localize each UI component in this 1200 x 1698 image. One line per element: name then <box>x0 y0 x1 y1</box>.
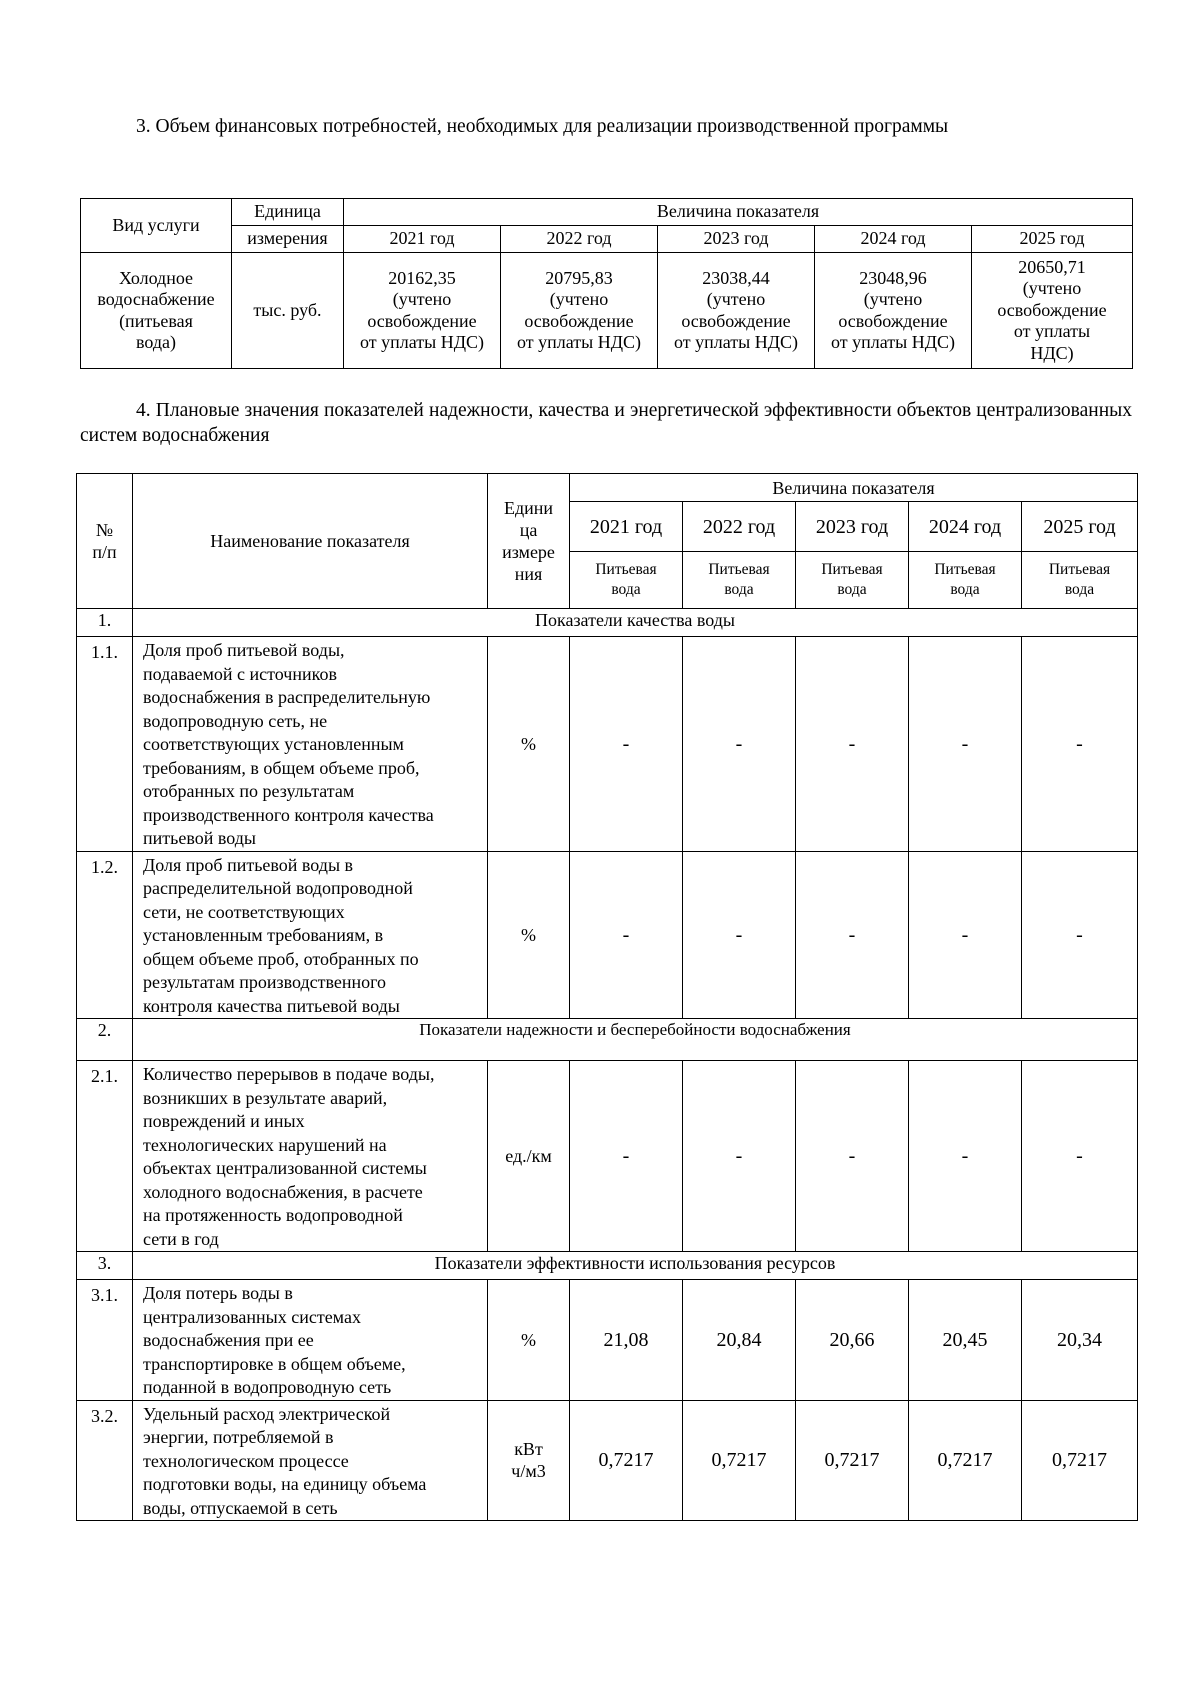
indicator-value: - <box>570 637 683 852</box>
indicator-name <box>133 637 488 852</box>
indicator-name-line: централизованных системах <box>143 1306 361 1327</box>
group-row <box>77 1019 1138 1061</box>
indicator-name-line: подаваемой с источников <box>143 663 337 684</box>
value-cell-2022 <box>501 253 658 369</box>
indicator-name-line: контроля качества питьевой воды <box>143 995 400 1016</box>
value-cell-2023 <box>658 253 815 369</box>
header-number-line: № <box>95 520 114 540</box>
header-drinking-water <box>909 552 1022 609</box>
indicator-name-line: водопроводную сеть, не <box>143 710 328 731</box>
section-3-title: Объем финансовых потребностей, необходимых для реализации производственной программы <box>155 116 949 137</box>
service-line: вода) <box>136 332 176 352</box>
header-drinking-water-line: вода <box>611 581 641 598</box>
value-cell-2025 <box>972 253 1133 369</box>
header-drinking-water-line: Питьевая <box>708 561 770 578</box>
header-number <box>77 474 133 609</box>
indicator-unit <box>488 1061 570 1252</box>
indicator-value: - <box>683 851 796 1019</box>
header-drinking-water-line: вода <box>837 581 867 598</box>
indicator-name-line: Доля проб питьевой воды, <box>143 640 345 660</box>
header-year-2025: 2025 год <box>972 226 1133 253</box>
header-indicator-name: Наименование показателя <box>133 474 488 609</box>
header-drinking-water <box>1022 552 1138 609</box>
indicator-name-line: Доля потерь воды в <box>143 1283 293 1303</box>
value-amount: 23038,44 <box>702 267 770 288</box>
header-drinking-water <box>796 552 909 609</box>
indicator-unit-line: ед./км <box>505 1146 552 1166</box>
indicator-name-line: технологическом процессе <box>143 1450 349 1471</box>
header-year-2025: 2025 год <box>1022 502 1138 552</box>
section-4-heading <box>80 398 1132 448</box>
value-amount: 20795,83 <box>545 267 613 288</box>
indicator-name-line: требованиям, в общем объеме проб, <box>143 757 420 778</box>
indicator-unit <box>488 1280 570 1401</box>
indicator-name-line: поданной в водопроводную сеть <box>143 1377 392 1397</box>
table-row <box>77 637 1138 852</box>
value-amount: 20162,35 <box>388 267 456 288</box>
indicator-name-line: общем объеме проб, отобранных по <box>143 948 419 969</box>
section-3-heading <box>80 114 1132 139</box>
section-3-number: 3. <box>136 116 151 137</box>
financial-needs-table <box>80 198 1133 369</box>
header-unit <box>488 474 570 609</box>
header-unit-line: Едини <box>503 498 554 518</box>
section-4-title: Плановые значения показателей надежности, качества и энергетической эффективности объектов централизованных систем водоснабжения <box>80 400 1133 446</box>
header-value: Величина показателя <box>344 199 1133 226</box>
indicator-value: 20,84 <box>683 1280 796 1401</box>
value-note: (учтено <box>549 289 609 309</box>
header-drinking-water-line: Питьевая <box>934 561 996 578</box>
indicator-name-line: воды, отпускаемой в сеть <box>143 1497 338 1518</box>
indicator-value: 20,34 <box>1022 1280 1138 1401</box>
value-note: (учтено <box>392 289 452 309</box>
service-line: (питьевая <box>119 310 193 331</box>
header-unit-line: ца <box>519 520 538 540</box>
value-note: (учтено <box>863 289 923 309</box>
header-drinking-water <box>570 552 683 609</box>
header-year-2021: 2021 год <box>344 226 501 253</box>
value-amount: 20650,71 <box>1018 256 1086 277</box>
indicator-value: 0,7217 <box>683 1400 796 1521</box>
group-title: Показатели эффективности использования ресурсов <box>133 1252 1138 1280</box>
indicator-name-line: Удельный расход электрической <box>143 1403 391 1424</box>
indicator-unit-line: % <box>521 924 536 945</box>
service-line: Холодное <box>118 267 194 288</box>
indicator-value: - <box>683 1061 796 1252</box>
row-number: 2.1. <box>77 1061 133 1252</box>
indicator-name-line: Количество перерывов в подаче воды, <box>143 1064 435 1084</box>
indicator-value: 0,7217 <box>909 1400 1022 1521</box>
indicator-name-line: соответствующих установленным <box>143 734 404 754</box>
value-note: освобождение <box>367 310 477 331</box>
header-year-2023: 2023 год <box>658 226 815 253</box>
header-unit-line2: измерения <box>232 226 344 253</box>
indicator-value: - <box>1022 1061 1138 1252</box>
section-4-number: 4. <box>136 400 151 421</box>
header-year-2024: 2024 год <box>815 226 972 253</box>
indicator-unit-line: % <box>521 733 536 754</box>
value-amount: 23048,96 <box>859 267 927 288</box>
indicator-name <box>133 851 488 1019</box>
value-cell-2021 <box>344 253 501 369</box>
indicator-value: - <box>1022 637 1138 852</box>
header-drinking-water-line: Питьевая <box>595 561 657 578</box>
indicator-value: - <box>796 637 909 852</box>
header-year-2022: 2022 год <box>501 226 658 253</box>
indicator-name-line: сети, не соответствующих <box>143 901 345 922</box>
value-note: (учтено <box>1022 278 1082 299</box>
indicator-value: - <box>796 851 909 1019</box>
indicator-value: - <box>796 1061 909 1252</box>
indicator-name-line: повреждений и иных <box>143 1111 305 1131</box>
indicator-value: 20,45 <box>909 1280 1022 1401</box>
header-drinking-water-line: вода <box>724 581 754 598</box>
value-note: от уплаты НДС) <box>359 332 484 352</box>
indicator-name-line: возникших в результате аварий, <box>143 1087 388 1108</box>
value-note: освобождение <box>524 310 634 331</box>
header-unit-line: ния <box>514 564 543 584</box>
indicators-table <box>76 473 1138 1521</box>
value-note: освобождение <box>681 310 791 331</box>
group-row <box>77 609 1138 637</box>
header-drinking-water <box>683 552 796 609</box>
indicator-name <box>133 1400 488 1521</box>
value-note: НДС) <box>1030 342 1074 363</box>
indicator-name-line: технологических нарушений на <box>143 1134 387 1155</box>
header-year-2021: 2021 год <box>570 502 683 552</box>
table-row <box>77 1280 1138 1401</box>
header-unit-line1: Единица <box>232 199 344 226</box>
table-row <box>77 1061 1138 1252</box>
indicator-unit <box>488 851 570 1019</box>
indicator-value: 0,7217 <box>570 1400 683 1521</box>
table-row <box>77 851 1138 1019</box>
indicator-name-line: объектах централизованной системы <box>143 1158 427 1178</box>
indicator-name <box>133 1061 488 1252</box>
group-title: Показатели надежности и бесперебойности водоснабжения <box>133 1019 1138 1061</box>
indicator-name-line: водоснабжения в распределительную <box>143 687 431 707</box>
value-note: от уплаты НДС) <box>830 332 955 352</box>
header-drinking-water-line: Питьевая <box>821 561 883 578</box>
row-number: 1.2. <box>77 851 133 1019</box>
indicator-name-line: транспортировке в общем объеме, <box>143 1353 406 1374</box>
indicator-value: 0,7217 <box>1022 1400 1138 1521</box>
indicator-value: - <box>1022 851 1138 1019</box>
header-year-2024: 2024 год <box>909 502 1022 552</box>
table-row <box>77 1400 1138 1521</box>
indicator-unit <box>488 1400 570 1521</box>
value-note: освобождение <box>838 310 948 331</box>
header-year-2022: 2022 год <box>683 502 796 552</box>
indicator-value: 20,66 <box>796 1280 909 1401</box>
value-note: от уплаты НДС) <box>673 332 798 352</box>
group-title: Показатели качества воды <box>133 609 1138 637</box>
group-row <box>77 1252 1138 1280</box>
header-drinking-water-line: вода <box>950 581 980 598</box>
indicator-value: - <box>909 637 1022 852</box>
indicator-unit <box>488 637 570 852</box>
row-number: 3.2. <box>77 1400 133 1521</box>
indicator-name-line: водоснабжения при ее <box>143 1330 314 1350</box>
indicator-name-line: Доля проб питьевой воды в <box>143 854 354 875</box>
indicator-name-line: энергии, потребляемой в <box>143 1427 334 1447</box>
value-note: освобождение <box>997 299 1107 320</box>
indicator-unit-line: % <box>521 1329 536 1350</box>
unit-cell: тыс. руб. <box>232 253 344 369</box>
indicator-value: - <box>909 1061 1022 1252</box>
indicator-value: - <box>683 637 796 852</box>
indicator-unit-line: ч/м3 <box>511 1461 546 1482</box>
indicator-name-line: холодного водоснабжения, в расчете <box>143 1181 423 1202</box>
indicator-value: - <box>570 851 683 1019</box>
indicator-name-line: на протяженность водопроводной <box>143 1205 403 1225</box>
indicator-name-line: сети в год <box>143 1228 219 1249</box>
header-year-2023: 2023 год <box>796 502 909 552</box>
service-line: водоснабжение <box>97 289 215 309</box>
header-service-type: Вид услуги <box>81 199 232 253</box>
indicator-value: - <box>570 1061 683 1252</box>
indicator-name-line: распределительной водопроводной <box>143 878 413 898</box>
header-number-line: п/п <box>92 542 117 562</box>
indicator-value: 0,7217 <box>796 1400 909 1521</box>
value-note: от уплаты НДС) <box>516 332 641 352</box>
row-number: 1.1. <box>77 637 133 852</box>
indicator-unit-line: кВт <box>514 1439 543 1460</box>
row-number: 3.1. <box>77 1280 133 1401</box>
header-unit-line: измере <box>502 542 555 562</box>
value-note: (учтено <box>706 289 766 309</box>
indicator-value: - <box>909 851 1022 1019</box>
value-note: от уплаты <box>1013 321 1091 342</box>
indicator-name-line: результатам производственного <box>143 972 387 992</box>
indicator-name-line: отобранных по результатам <box>143 781 355 801</box>
header-drinking-water-line: вода <box>1064 581 1095 598</box>
indicator-name <box>133 1280 488 1401</box>
indicator-value: 21,08 <box>570 1280 683 1401</box>
group-number: 2. <box>77 1019 133 1061</box>
service-cell <box>81 253 232 369</box>
indicator-name-line: питьевой воды <box>143 828 256 848</box>
group-number: 1. <box>77 609 133 637</box>
indicator-name-line: производственного контроля качества <box>143 804 434 825</box>
indicator-name-line: подготовки воды, на единицу объема <box>143 1474 427 1494</box>
header-value: Величина показателя <box>570 474 1138 502</box>
group-number: 3. <box>77 1252 133 1280</box>
header-drinking-water-line: Питьевая <box>1048 561 1111 578</box>
indicator-name-line: установленным требованиям, в <box>143 925 384 945</box>
value-cell-2024 <box>815 253 972 369</box>
